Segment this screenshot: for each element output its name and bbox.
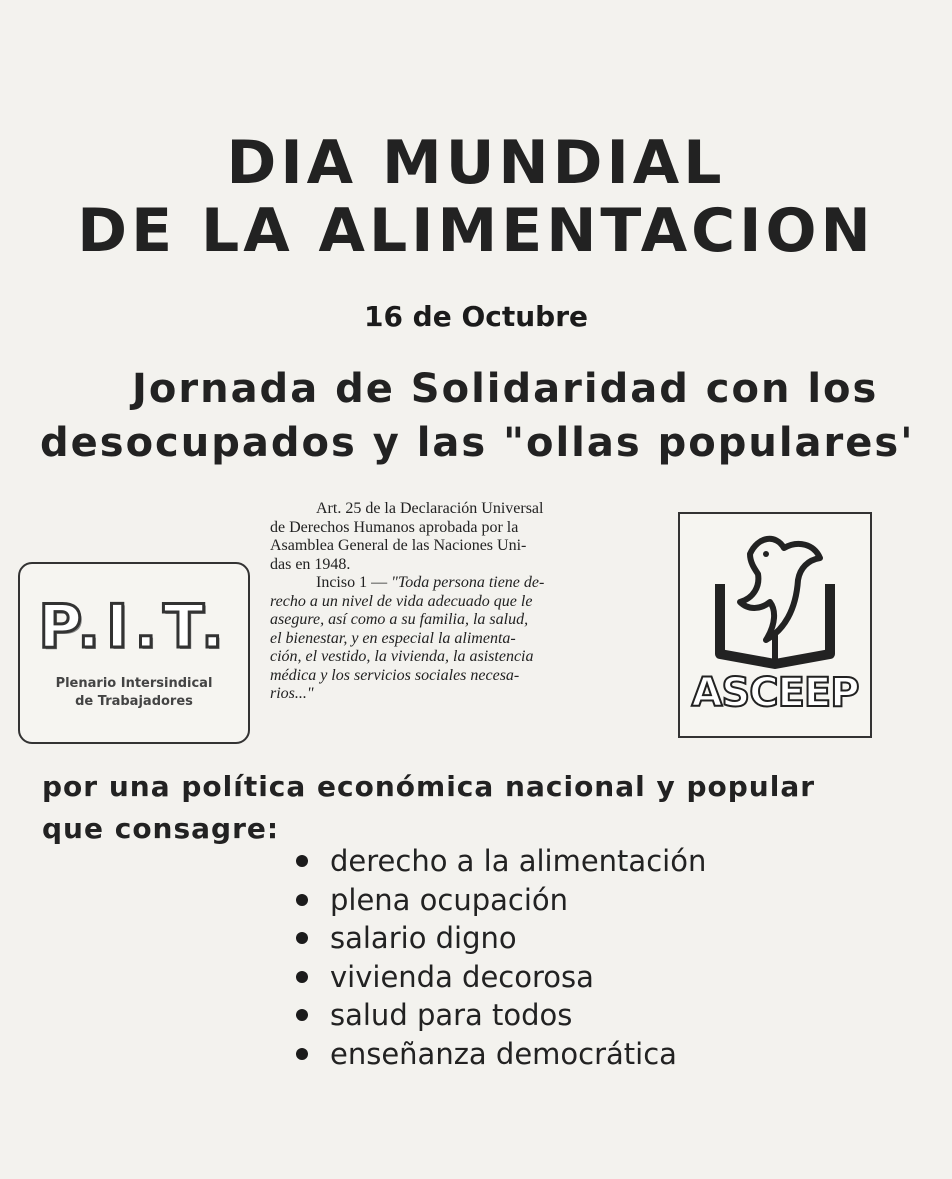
article-text bbox=[270, 500, 640, 704]
quote-line: asegure, así como a su familia, la salud, bbox=[270, 611, 529, 628]
quote-line: ción, el vestido, la vivienda, la asistencia bbox=[270, 648, 534, 665]
demands-list bbox=[296, 842, 706, 1073]
article-line: Art. 25 de la Declaración Universal bbox=[316, 500, 544, 517]
bullet-icon bbox=[296, 855, 308, 867]
pit-subtitle-line-1: Plenario Intersindical bbox=[55, 676, 213, 691]
pit-logo: P.I.T. bbox=[38, 592, 230, 662]
quote-line: recho a un nivel de vida adecuado que le bbox=[270, 592, 533, 610]
inciso-line bbox=[270, 574, 640, 593]
list-item bbox=[296, 958, 706, 997]
pit-logo-box bbox=[18, 562, 250, 744]
list-item-label: salario digno bbox=[330, 921, 517, 956]
list-item-label: derecho a la alimentación bbox=[330, 844, 707, 879]
quote-line: médica y los servicios sociales necesa- bbox=[270, 666, 520, 684]
list-item bbox=[296, 881, 706, 920]
jornada-line-2: desocupados y las "ollas populares' bbox=[40, 420, 915, 466]
policy-line-2: que consagre: bbox=[42, 812, 280, 845]
bullet-icon bbox=[296, 971, 308, 983]
pit-subtitle-line-2: de Trabajadores bbox=[75, 694, 193, 709]
jornada-line-1: Jornada de Solidaridad con los bbox=[132, 366, 879, 412]
bullet-icon bbox=[296, 932, 308, 944]
asceep-label: ASCEEP bbox=[691, 670, 859, 716]
article-line: Asamblea General de las Naciones Uni- bbox=[270, 537, 527, 554]
bullet-icon bbox=[296, 1009, 308, 1021]
list-item-label: vivienda decorosa bbox=[330, 959, 594, 994]
list-item-label: salud para todos bbox=[330, 998, 573, 1033]
inciso-label: Inciso 1 — bbox=[316, 574, 388, 591]
quote-line: "Toda persona tiene de- bbox=[391, 574, 545, 591]
title-line-2: DE LA ALIMENTACION bbox=[77, 196, 875, 266]
asceep-logo-box bbox=[678, 512, 872, 738]
list-item-label: enseñanza democrática bbox=[330, 1036, 677, 1071]
list-item bbox=[296, 996, 706, 1035]
list-item bbox=[296, 842, 706, 881]
bullet-icon bbox=[296, 894, 308, 906]
bullet-icon bbox=[296, 1048, 308, 1060]
quote-line: el bienestar, y en especial la alimenta- bbox=[270, 629, 516, 647]
article-line: das en 1948. bbox=[270, 555, 351, 573]
list-item bbox=[296, 919, 706, 958]
policy-line-1: por una política económica nacional y popular bbox=[42, 770, 816, 803]
list-item bbox=[296, 1035, 706, 1074]
quote-line: rios..." bbox=[270, 685, 314, 702]
article-line: de Derechos Humanos aprobada por la bbox=[270, 518, 519, 536]
event-date: 16 de Octubre bbox=[363, 300, 589, 333]
title-line-1: DIA MUNDIAL bbox=[226, 128, 726, 198]
list-item-label: plena ocupación bbox=[330, 882, 569, 917]
